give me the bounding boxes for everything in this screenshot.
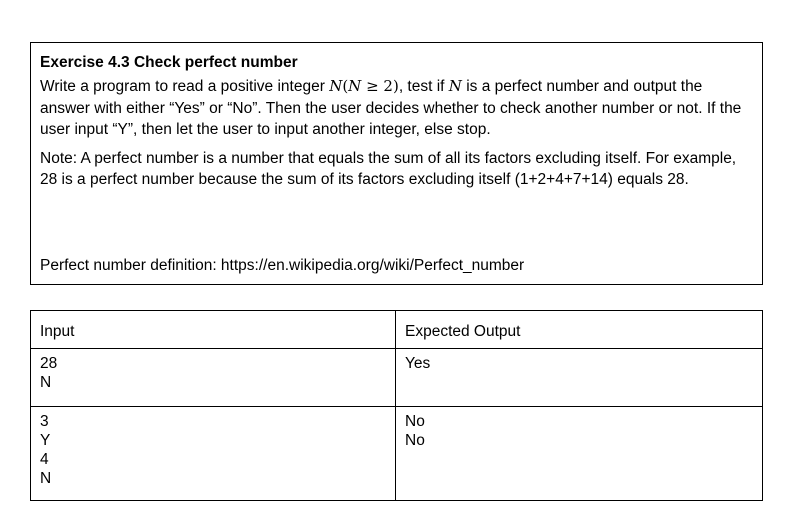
- output-line: Yes: [405, 355, 431, 372]
- output-cell: [396, 407, 763, 501]
- input-line: 3: [40, 413, 49, 430]
- output-cell: [396, 349, 763, 407]
- input-line: 28: [40, 355, 58, 372]
- table-row: [31, 407, 763, 501]
- description-start: Write a program to read a positive integer: [40, 78, 330, 95]
- exercise-box: [30, 42, 763, 285]
- table-header-row: [31, 311, 763, 349]
- definition-link-text: Perfect number definition: https://en.wikipedia.org/wiki/Perfect_number: [40, 257, 525, 274]
- description-mid: , test if: [398, 78, 449, 95]
- input-line: Y: [40, 432, 51, 449]
- exercise-description: [40, 76, 753, 141]
- table-row: [31, 349, 763, 407]
- output-line: No: [405, 413, 425, 430]
- input-cell: [31, 407, 396, 501]
- exercise-note: Note: A perfect number is a number that equals the sum of all its factors excluding itself. For example, 28 is a perfect number because the sum of its factors excluding itself (1+2+4+7+14) equals 28.: [40, 149, 737, 188]
- math-variable: N: [448, 77, 462, 95]
- input-line: N: [40, 374, 52, 391]
- math-expression: N(N ≥ 2): [329, 77, 399, 95]
- input-cell: [31, 349, 396, 407]
- io-table: [30, 310, 763, 501]
- description-end: is a perfect number and output the answer with either “Yes” or “No”. Then the user decides whether to check another number or not. If the user input “Y”, then let the user to input another integer, else stop.: [40, 78, 742, 138]
- output-line: No: [405, 432, 425, 449]
- exercise-title: Exercise 4.3 Check perfect number: [40, 54, 298, 71]
- output-column-header: Expected Output: [396, 311, 763, 349]
- input-line: N: [40, 470, 52, 487]
- input-column-header: Input: [31, 311, 396, 349]
- input-line: 4: [40, 451, 49, 468]
